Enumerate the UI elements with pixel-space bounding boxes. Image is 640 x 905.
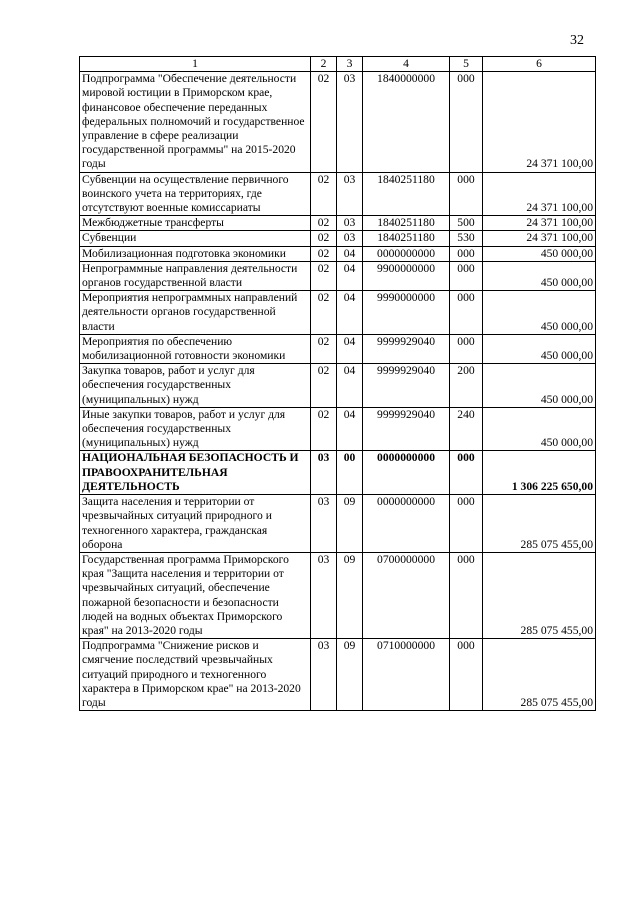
row-name-cell: НАЦИОНАЛЬНАЯ БЕЗОПАСНОСТЬ И ПРАВООХРАНИТЕЛЬНАЯ ДЕЯТЕЛЬНОСТЬ	[80, 451, 311, 495]
section-code-cell: 03	[311, 639, 337, 711]
amount-cell: 450 000,00	[483, 291, 596, 335]
expense-type-cell: 530	[450, 231, 483, 246]
table-row	[80, 261, 596, 290]
budget-table	[79, 56, 596, 711]
row-name-cell: Закупка товаров, работ и услуг для обеспечения государственных (муниципальных) нужд	[80, 364, 311, 408]
row-name-cell: Иные закупки товаров, работ и услуг для обеспечения государственных (муниципальных) нужд	[80, 407, 311, 451]
subsection-code-cell: 03	[337, 216, 363, 231]
section-code-cell: 02	[311, 246, 337, 261]
row-name-cell: Мероприятия по обеспечению мобилизационной готовности экономики	[80, 334, 311, 363]
header-cell: 4	[363, 57, 450, 72]
target-article-cell: 1840251180	[363, 172, 450, 216]
subsection-code-cell: 00	[337, 451, 363, 495]
table-row	[80, 639, 596, 711]
expense-type-cell: 240	[450, 407, 483, 451]
target-article-cell: 9990000000	[363, 291, 450, 335]
table-row	[80, 407, 596, 451]
expense-type-cell: 000	[450, 639, 483, 711]
table-row	[80, 246, 596, 261]
section-code-cell: 02	[311, 72, 337, 172]
section-code-cell: 02	[311, 364, 337, 408]
expense-type-cell: 000	[450, 334, 483, 363]
expense-type-cell: 000	[450, 72, 483, 172]
section-code-cell: 02	[311, 216, 337, 231]
subsection-code-cell: 03	[337, 172, 363, 216]
target-article-cell: 0000000000	[363, 451, 450, 495]
target-article-cell: 0000000000	[363, 495, 450, 553]
table-row	[80, 291, 596, 335]
target-article-cell: 0700000000	[363, 552, 450, 638]
expense-type-cell: 000	[450, 172, 483, 216]
header-cell: 5	[450, 57, 483, 72]
amount-cell: 1 306 225 650,00	[483, 451, 596, 495]
table-row	[80, 334, 596, 363]
amount-cell: 450 000,00	[483, 246, 596, 261]
target-article-cell: 1840251180	[363, 231, 450, 246]
header-cell: 6	[483, 57, 596, 72]
table-row	[80, 451, 596, 495]
section-code-cell: 02	[311, 407, 337, 451]
header-cell: 1	[80, 57, 311, 72]
subsection-code-cell: 04	[337, 291, 363, 335]
subsection-code-cell: 04	[337, 407, 363, 451]
target-article-cell: 9999929040	[363, 407, 450, 451]
expense-type-cell: 000	[450, 261, 483, 290]
expense-type-cell: 200	[450, 364, 483, 408]
table-row	[80, 216, 596, 231]
row-name-cell: Субвенции на осуществление первичного воинского учета на территориях, где отсутствуют военные комиссариаты	[80, 172, 311, 216]
amount-cell: 24 371 100,00	[483, 72, 596, 172]
target-article-cell: 1840251180	[363, 216, 450, 231]
row-name-cell: Мероприятия непрограммных направлений деятельности органов государственной власти	[80, 291, 311, 335]
table-row	[80, 364, 596, 408]
row-name-cell: Непрограммные направления деятельности органов государственной власти	[80, 261, 311, 290]
expense-type-cell: 000	[450, 291, 483, 335]
header-cell: 3	[337, 57, 363, 72]
table-row	[80, 495, 596, 553]
section-code-cell: 02	[311, 261, 337, 290]
page-number: 32	[570, 33, 584, 48]
section-code-cell: 02	[311, 334, 337, 363]
expense-type-cell: 500	[450, 216, 483, 231]
amount-cell: 450 000,00	[483, 334, 596, 363]
expense-type-cell: 000	[450, 246, 483, 261]
row-name-cell: Субвенции	[80, 231, 311, 246]
target-article-cell: 0000000000	[363, 246, 450, 261]
target-article-cell: 1840000000	[363, 72, 450, 172]
row-name-cell: Государственная программа Приморского края "Защита населения и территории от чрезвычайных ситуаций, обеспечение пожарной безопасности и безопасности людей на водных объектах Приморского края" на 2013-2020 годы	[80, 552, 311, 638]
subsection-code-cell: 09	[337, 552, 363, 638]
subsection-code-cell: 03	[337, 231, 363, 246]
subsection-code-cell: 04	[337, 364, 363, 408]
section-code-cell: 03	[311, 552, 337, 638]
section-code-cell: 02	[311, 231, 337, 246]
amount-cell: 24 371 100,00	[483, 172, 596, 216]
expense-type-cell: 000	[450, 495, 483, 553]
amount-cell: 285 075 455,00	[483, 552, 596, 638]
subsection-code-cell: 04	[337, 246, 363, 261]
section-code-cell: 02	[311, 291, 337, 335]
target-article-cell: 0710000000	[363, 639, 450, 711]
subsection-code-cell: 04	[337, 261, 363, 290]
row-name-cell: Подпрограмма "Снижение рисков и смягчение последствий чрезвычайных ситуаций природного и техногенного характера в Приморском крае" на 2013-2020 годы	[80, 639, 311, 711]
row-name-cell: Межбюджетные трансферты	[80, 216, 311, 231]
target-article-cell: 9999929040	[363, 334, 450, 363]
expense-type-cell: 000	[450, 451, 483, 495]
section-code-cell: 03	[311, 451, 337, 495]
amount-cell: 285 075 455,00	[483, 639, 596, 711]
target-article-cell: 9999929040	[363, 364, 450, 408]
table-row	[80, 172, 596, 216]
table-row	[80, 231, 596, 246]
row-name-cell: Защита населения и территории от чрезвычайных ситуаций природного и техногенного характера, гражданская оборона	[80, 495, 311, 553]
subsection-code-cell: 03	[337, 72, 363, 172]
table-header-row	[80, 57, 596, 72]
amount-cell: 450 000,00	[483, 261, 596, 290]
subsection-code-cell: 09	[337, 639, 363, 711]
expense-type-cell: 000	[450, 552, 483, 638]
amount-cell: 450 000,00	[483, 407, 596, 451]
subsection-code-cell: 04	[337, 334, 363, 363]
amount-cell: 450 000,00	[483, 364, 596, 408]
row-name-cell: Подпрограмма "Обеспечение деятельности мировой юстиции в Приморском крае, финансовое обеспечение переданных федеральных полномочий и государственное управление в сфере реализации государственной программы" на 2015-2020 годы	[80, 72, 311, 172]
subsection-code-cell: 09	[337, 495, 363, 553]
table-row	[80, 72, 596, 172]
amount-cell: 285 075 455,00	[483, 495, 596, 553]
target-article-cell: 9900000000	[363, 261, 450, 290]
row-name-cell: Мобилизационная подготовка экономики	[80, 246, 311, 261]
section-code-cell: 03	[311, 495, 337, 553]
header-cell: 2	[311, 57, 337, 72]
section-code-cell: 02	[311, 172, 337, 216]
amount-cell: 24 371 100,00	[483, 231, 596, 246]
table-row	[80, 552, 596, 638]
amount-cell: 24 371 100,00	[483, 216, 596, 231]
